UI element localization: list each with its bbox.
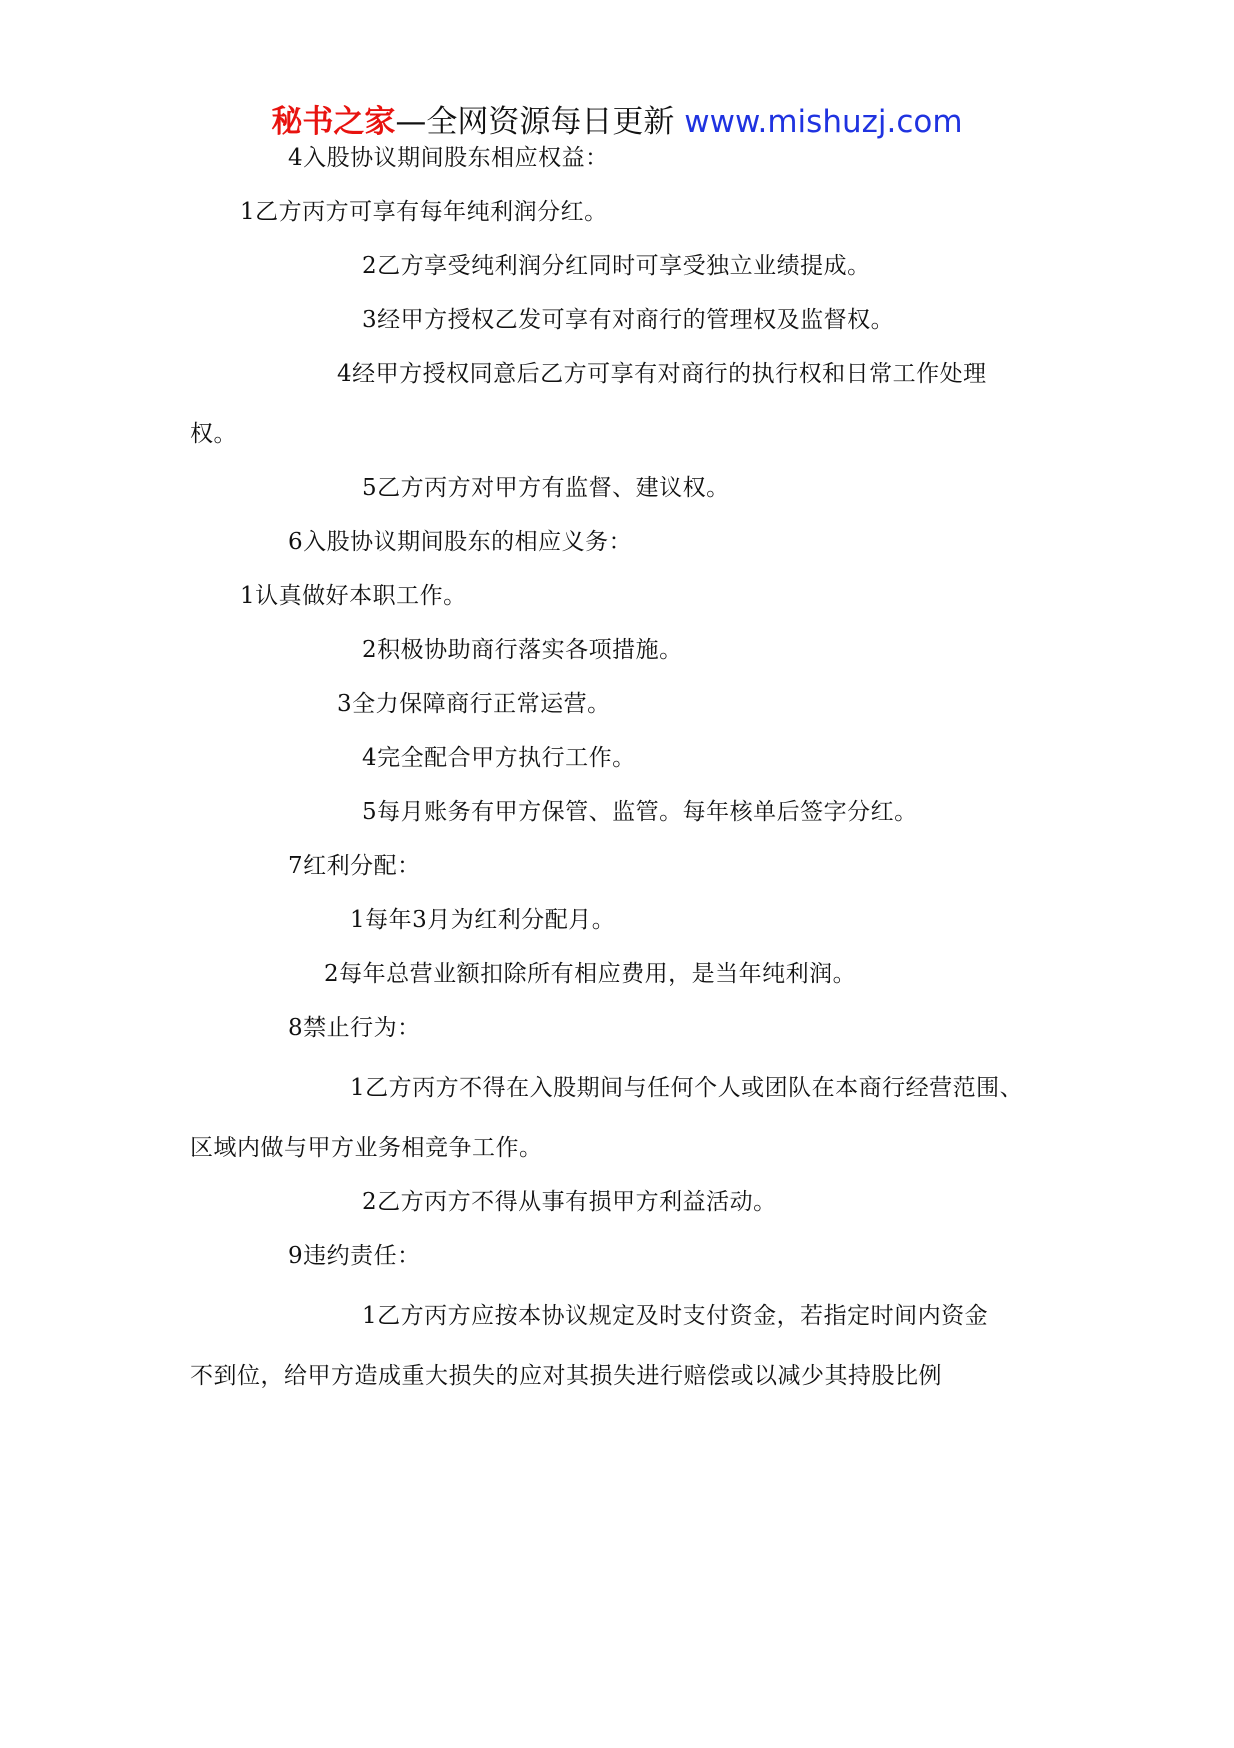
paragraph-line: 1乙方丙方应按本协议规定及时支付资金，若指定时间内资金 (362, 1303, 989, 1329)
paragraph-line: 1认真做好本职工作。 (240, 583, 467, 609)
site-brand: 秘书之家 (271, 104, 396, 140)
paragraph-line: 2乙方享受纯利润分红同时可享受独立业绩提成。 (362, 253, 871, 279)
paragraph-line: 3经甲方授权乙发可享有对商行的管理权及监督权。 (362, 307, 895, 333)
paragraph-line: 2每年总营业额扣除所有相应费用，是当年纯利润。 (324, 961, 857, 987)
section-heading: 9违约责任： (288, 1243, 421, 1269)
site-url-link[interactable]: www.mishuzj.com (684, 104, 963, 140)
section-heading: 6入股协议期间股东的相应义务： (288, 529, 633, 555)
paragraph-line: 5每月账务有甲方保管、监管。每年核单后签字分红。 (362, 799, 918, 825)
paragraph-line: 2乙方丙方不得从事有损甲方利益活动。 (362, 1189, 777, 1215)
paragraph-line: 1乙方丙方可享有每年纯利润分红。 (240, 199, 608, 225)
paragraph-line: 2积极协助商行落实各项措施。 (362, 637, 683, 663)
paragraph-line: 权。 (190, 421, 237, 447)
paragraph-line: 5乙方丙方对甲方有监督、建议权。 (362, 475, 730, 501)
paragraph-line: 不到位，给甲方造成重大损失的应对其损失进行赔偿或以减少其持股比例 (190, 1363, 942, 1389)
section-heading: 4入股协议期间股东相应权益： (288, 145, 609, 171)
paragraph-line: 3全力保障商行正常运营。 (337, 691, 611, 717)
paragraph-line: 区域内做与甲方业务相竞争工作。 (190, 1135, 543, 1161)
paragraph-line: 1每年3月为红利分配月。 (350, 907, 616, 933)
section-heading: 8禁止行为： (288, 1015, 421, 1041)
paragraph-line: 4经甲方授权同意后乙方可享有对商行的执行权和日常工作处理 (337, 361, 987, 387)
paragraph-line: 4完全配合甲方执行工作。 (362, 745, 636, 771)
section-heading: 7红利分配： (288, 853, 421, 879)
paragraph-line: 1乙方丙方不得在入股期间与任何个人或团队在本商行经营范围、 (350, 1075, 1024, 1101)
site-tagline: —全网资源每日更新 (395, 104, 675, 140)
site-header (0, 102, 1234, 142)
